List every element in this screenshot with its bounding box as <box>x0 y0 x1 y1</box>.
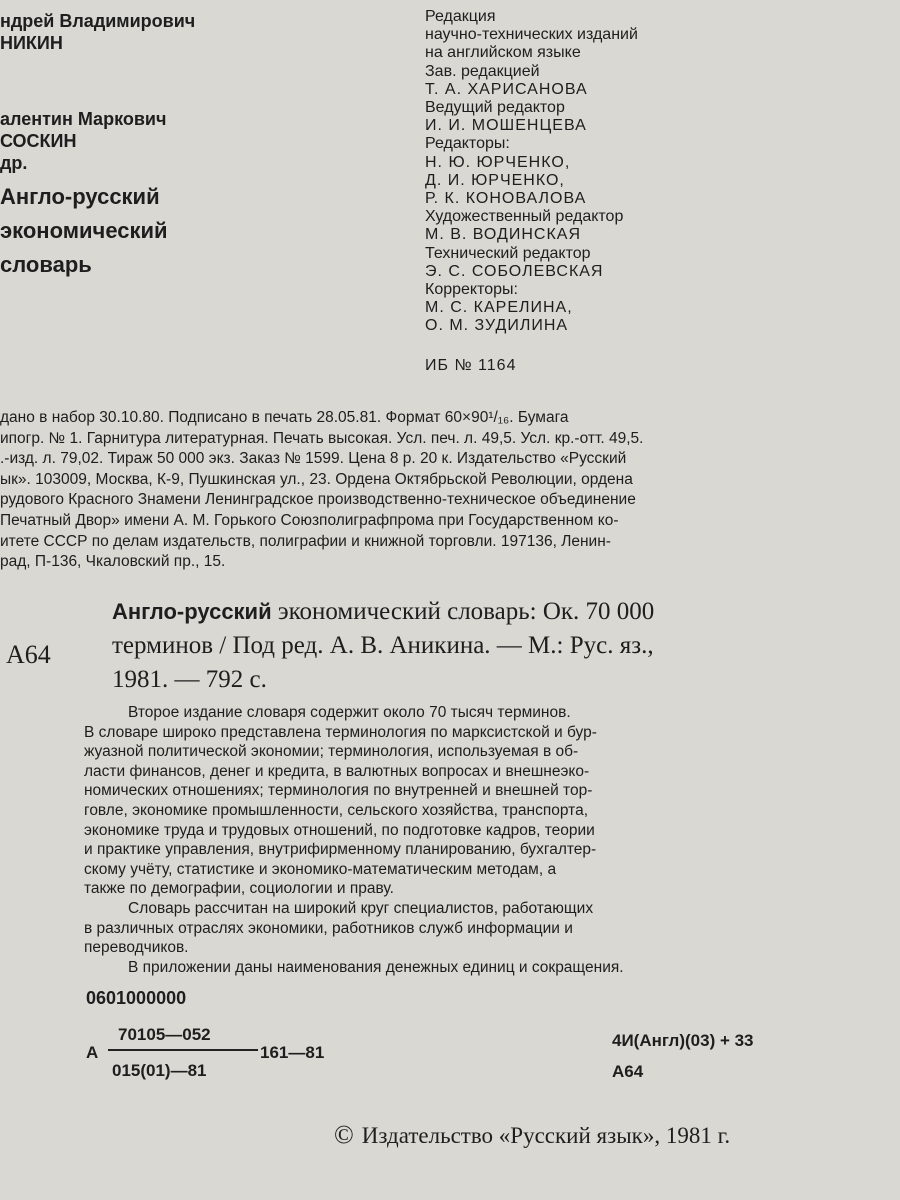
ib-number: ИБ № 1164 <box>425 357 517 374</box>
staff-name: Э. С. СОБОЛЕВСКАЯ <box>425 262 604 280</box>
imprint-line: рудового Красного Знамени Ленинградское производственно-техническое объединение <box>0 491 636 509</box>
imprint-block <box>0 408 900 573</box>
classification <box>612 1025 754 1087</box>
abstract-line: ласти финансов, денег и кредита, в валютных вопросах и внешнеэко- <box>84 762 590 780</box>
abstract-line: скому учёту, статистике и экономико-математическим методам, а <box>84 860 557 878</box>
abstract-block <box>84 703 824 977</box>
book-title <box>0 180 168 282</box>
staff-name: М. В. ВОДИНСКАЯ <box>425 226 582 244</box>
staff-line: на английском языке <box>425 44 581 62</box>
editorial-staff <box>425 8 638 336</box>
abstract-line: В словаре широко представлена терминология по марксистской и бур- <box>84 723 597 741</box>
staff-line: Редакция <box>425 8 496 25</box>
abstract-line: экономике труда и трудовых отношений, по подготовке кадров, теории <box>84 821 595 839</box>
staff-name: Н. Ю. ЮРЧЕНКО, <box>425 153 571 171</box>
catalog-title-bold: Англо-русский <box>112 599 272 624</box>
staff-line: научно-технических изданий <box>425 26 638 44</box>
book-title-line: Англо-русский <box>0 184 160 209</box>
imprint-line: дано в набор 30.10.80. Подписано в печать 28.05.81. Формат 60×90¹/₁₆. Бумага <box>0 409 569 426</box>
imprint-line: Печатный Двор» имени А. М. Горького Союзполиграфпрома при Государственном ко- <box>0 511 619 529</box>
catalog-line2: терминов / Под ред. А. В. Аникина. — М.: Рус. яз., <box>112 632 654 659</box>
classification-line1: 4И(Англ)(03) + 33 <box>612 1031 754 1050</box>
staff-line: Зав. редакцией <box>425 62 540 80</box>
abstract-line: в различных отраслях экономики, работников служб информации и <box>84 919 573 937</box>
fraction-numerator: 70105—052 <box>118 1025 211 1044</box>
abstract-line: также по демографии, социологии и праву. <box>84 880 394 898</box>
other-authors: др. <box>0 153 28 173</box>
copyright-icon: © <box>334 1120 354 1149</box>
catalog-entry <box>112 595 832 697</box>
staff-line: Технический редактор <box>425 244 591 262</box>
staff-name: О. М. ЗУДИЛИНА <box>425 317 569 335</box>
abstract-line: В приложении даны наименования денежных единиц и сокращения. <box>128 958 624 976</box>
staff-name: Р. К. КОНОВАЛОВА <box>425 190 587 208</box>
staff-name: М. С. КАРЕЛИНА, <box>425 299 573 317</box>
authors-block <box>0 10 195 174</box>
fraction-tail: 161—81 <box>260 1043 325 1062</box>
book-title-line: экономический <box>0 218 168 243</box>
fraction-bar <box>108 1049 258 1051</box>
classification-line2: А64 <box>612 1062 644 1081</box>
book-code: 0601000000 <box>86 988 187 1008</box>
abstract-line: Словарь рассчитан на широкий круг специалистов, работающих <box>128 899 594 917</box>
staff-name: Д. И. ЮРЧЕНКО, <box>425 171 565 189</box>
abstract-line: и практике управления, внутрифирменному планированию, бухгалтер- <box>84 841 597 859</box>
abstract-line: номических отношениях; терминология по внутренней и внешней тор- <box>84 782 593 800</box>
catalog-line1-rest: экономический словарь: Ок. 70 000 <box>271 598 655 625</box>
copyright-text: Издательство «Русский язык», 1981 г. <box>361 1123 731 1148</box>
catalog-line3: 1981. — 792 с. <box>112 666 267 693</box>
staff-line: Редакторы: <box>425 135 510 153</box>
staff-line: Ведущий редактор <box>425 99 565 117</box>
book-title-line: словарь <box>0 252 92 277</box>
author2-first-name: алентин Маркович <box>0 109 167 129</box>
copyright <box>334 1120 730 1150</box>
abstract-line: жуазной политической экономии; терминология, используемая в об- <box>84 743 579 761</box>
imprint-line: .-изд. л. 79,02. Тираж 50 000 экз. Заказ № 1599. Цена 8 р. 20 к. Издательство «Русский <box>0 450 627 468</box>
staff-name: И. И. МОШЕНЦЕВА <box>425 117 587 135</box>
fraction-prefix: А <box>86 1043 99 1062</box>
imprint-line: итете СССР по делам издательств, полиграфии и книжной торговли. 197136, Ленин- <box>0 532 611 550</box>
imprint-line: ипогр. № 1. Гарнитура литературная. Печать высокая. Усл. печ. л. 49,5. Усл. кр.-отт. 49,5. <box>0 429 644 447</box>
fraction-denominator: 015(01)—81 <box>112 1061 207 1080</box>
staff-name: Т. А. ХАРИСАНОВА <box>425 80 588 98</box>
abstract-line: Второе издание словаря содержит около 70 тысяч терминов. <box>128 704 571 721</box>
author2-last-name: СОСКИН <box>0 131 77 151</box>
abstract-line: говле, экономике промышленности, сельского хозяйства, транспорта, <box>84 801 588 819</box>
abstract-line: переводчиков. <box>84 939 189 957</box>
imprint-line: рад, П-136, Чкаловский пр., 15. <box>0 553 226 571</box>
imprint-line: ык». 103009, Москва, К-9, Пушкинская ул., 23. Ордена Октябрьской Революции, ордена <box>0 470 633 488</box>
staff-line: Художественный редактор <box>425 208 624 226</box>
author1-last-name: НИКИН <box>0 33 63 53</box>
catalog-index: А64 <box>6 640 51 669</box>
author1-first-name: ндрей Владимирович <box>0 11 196 31</box>
staff-line: Корректоры: <box>425 281 518 299</box>
